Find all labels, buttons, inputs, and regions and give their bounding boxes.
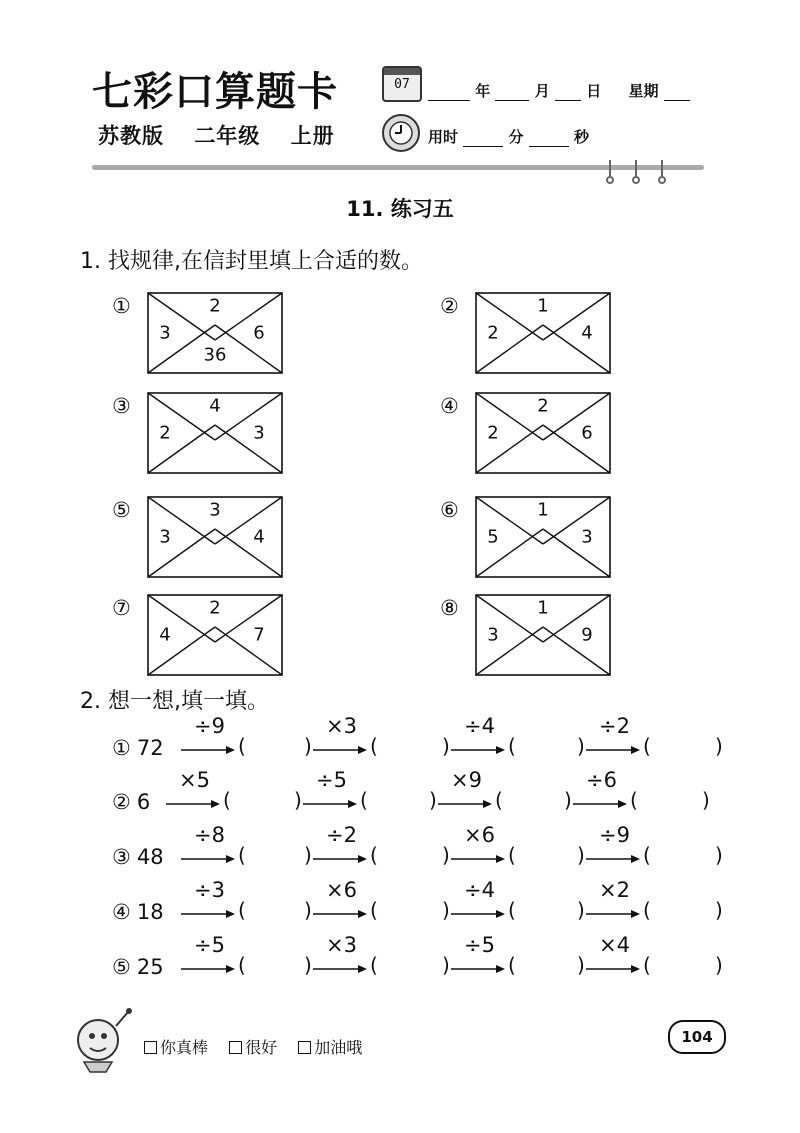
answer-open-paren: ( xyxy=(238,953,246,977)
envelope-number: ⑤ xyxy=(112,498,131,522)
envelope-left-value: 2 xyxy=(487,322,499,344)
answer-open-paren: ( xyxy=(508,898,516,922)
answer-blank[interactable] xyxy=(653,898,709,924)
arrow-icon xyxy=(585,908,641,920)
operation-label: ÷9 xyxy=(599,823,630,847)
envelope-bottom-value[interactable]: 36 xyxy=(203,344,227,366)
envelope-top-value: 2 xyxy=(209,597,221,619)
answer-close-paren: ) xyxy=(702,788,710,812)
operation-label: ×3 xyxy=(326,933,357,957)
arrow-icon xyxy=(585,744,641,756)
arrow-icon xyxy=(312,744,368,756)
checkbox-icon[interactable] xyxy=(298,1041,311,1054)
chain-start-value: 6 xyxy=(136,790,151,814)
grade: 二年级 xyxy=(194,124,261,148)
chain-row-label xyxy=(112,790,150,814)
year-label: 年 xyxy=(475,82,491,100)
envelope xyxy=(475,392,611,474)
arrow-icon xyxy=(450,963,506,975)
envelope xyxy=(147,594,283,676)
operation-label: ÷2 xyxy=(599,714,630,738)
envelope xyxy=(147,392,283,474)
minute-label: 分 xyxy=(508,128,524,146)
answer-open-paren: ( xyxy=(495,788,503,812)
chain-number: ② xyxy=(112,790,131,814)
year-blank[interactable] xyxy=(428,86,470,101)
question-1-title: 1. 找规律,在信封里填上合适的数。 xyxy=(80,249,423,274)
envelope-number: ④ xyxy=(440,394,459,418)
chain-row-label xyxy=(112,955,164,979)
operation-label: ×6 xyxy=(326,878,357,902)
clock-icon xyxy=(382,114,420,152)
option-good[interactable]: 很好 xyxy=(229,1038,277,1057)
answer-close-paren: ) xyxy=(715,953,723,977)
envelope-top-value: 2 xyxy=(537,395,549,417)
envelope xyxy=(147,292,283,374)
answer-open-paren: ( xyxy=(360,788,368,812)
envelope xyxy=(475,496,611,578)
envelope-right-value: 3 xyxy=(581,526,593,548)
envelope-top-value: 4 xyxy=(209,395,221,417)
second-blank[interactable] xyxy=(529,132,569,147)
envelope-top-value: 1 xyxy=(537,295,549,317)
envelope-top-value: 1 xyxy=(537,597,549,619)
answer-blank[interactable] xyxy=(233,788,289,814)
answer-blank[interactable] xyxy=(518,734,574,760)
question-2-title: 2. 想一想,填一填。 xyxy=(80,689,269,714)
answer-blank[interactable] xyxy=(380,843,436,869)
envelope-right-value: 4 xyxy=(253,526,265,548)
weekday-blank[interactable] xyxy=(664,86,690,101)
answer-open-paren: ( xyxy=(508,843,516,867)
arrow-icon xyxy=(450,908,506,920)
envelope xyxy=(475,292,611,374)
mascot-icon xyxy=(66,1004,136,1074)
envelope-left-value: 2 xyxy=(159,422,171,444)
arrow-icon xyxy=(180,908,236,920)
operation-label: ×9 xyxy=(451,768,482,792)
operation-label: ÷6 xyxy=(586,768,617,792)
arrow-icon xyxy=(165,798,221,810)
answer-open-paren: ( xyxy=(508,953,516,977)
operation-label: ÷5 xyxy=(316,768,347,792)
envelope-left-value: 5 xyxy=(487,526,499,548)
envelope-number: ⑦ xyxy=(112,596,131,620)
answer-close-paren: ) xyxy=(442,843,450,867)
envelope-number: ⑧ xyxy=(440,596,459,620)
arrow-icon xyxy=(180,853,236,865)
page-number: 104 xyxy=(668,1020,726,1054)
calendar-day: 07 xyxy=(394,77,410,92)
chain-number: ④ xyxy=(112,900,131,924)
checkbox-icon[interactable] xyxy=(229,1041,242,1054)
arrow-icon xyxy=(572,798,628,810)
chain-row-label xyxy=(112,900,164,924)
option-great[interactable]: 你真棒 xyxy=(144,1038,208,1057)
answer-close-paren: ) xyxy=(429,788,437,812)
envelope-number: ② xyxy=(440,294,459,318)
arrow-icon xyxy=(180,963,236,975)
envelope xyxy=(475,594,611,676)
answer-open-paren: ( xyxy=(643,843,651,867)
answer-blank[interactable] xyxy=(518,953,574,979)
chain-number: ⑤ xyxy=(112,955,131,979)
envelope xyxy=(147,496,283,578)
arrow-icon xyxy=(312,963,368,975)
envelope-left-value: 3 xyxy=(487,624,499,646)
operation-label: ÷4 xyxy=(464,878,495,902)
month-blank[interactable] xyxy=(495,86,529,101)
envelope-left-value: 3 xyxy=(159,526,171,548)
chain-number: ① xyxy=(112,736,131,760)
operation-label: ÷8 xyxy=(194,823,225,847)
answer-close-paren: ) xyxy=(304,953,312,977)
second-label: 秒 xyxy=(573,128,589,146)
chain-row-label xyxy=(112,845,164,869)
time-label: 用时 xyxy=(428,128,459,146)
envelope-left-value: 4 xyxy=(159,624,171,646)
envelope-right-value: 7 xyxy=(253,624,265,646)
arrow-icon xyxy=(312,853,368,865)
arrow-icon xyxy=(180,744,236,756)
answer-blank[interactable] xyxy=(380,734,436,760)
operation-label: ×2 xyxy=(599,878,630,902)
operation-label: ÷2 xyxy=(326,823,357,847)
operation-label: ÷4 xyxy=(464,714,495,738)
brand-title: 七彩口算题卡 xyxy=(92,69,338,115)
answer-blank[interactable] xyxy=(653,734,709,760)
answer-open-paren: ( xyxy=(370,734,378,758)
weekday-label: 星期 xyxy=(628,82,659,100)
answer-open-paren: ( xyxy=(238,734,246,758)
operation-label: ×3 xyxy=(326,714,357,738)
envelope-right-value: 3 xyxy=(253,422,265,444)
answer-blank[interactable] xyxy=(518,843,574,869)
answer-close-paren: ) xyxy=(715,843,723,867)
operation-label: ×5 xyxy=(179,768,210,792)
answer-close-paren: ) xyxy=(577,843,585,867)
answer-open-paren: ( xyxy=(223,788,231,812)
chain-row-label xyxy=(112,736,164,760)
answer-close-paren: ) xyxy=(304,898,312,922)
self-evaluation xyxy=(144,1035,362,1058)
answer-close-paren: ) xyxy=(715,898,723,922)
option-keep-going[interactable]: 加油哦 xyxy=(298,1038,362,1057)
checkbox-icon[interactable] xyxy=(144,1041,157,1054)
envelope-top-value: 2 xyxy=(209,295,221,317)
answer-open-paren: ( xyxy=(238,898,246,922)
envelope-right-value: 4 xyxy=(581,322,593,344)
answer-close-paren: ) xyxy=(442,734,450,758)
arrow-icon xyxy=(585,963,641,975)
answer-blank[interactable] xyxy=(653,843,709,869)
arrow-icon xyxy=(437,798,493,810)
answer-open-paren: ( xyxy=(370,898,378,922)
answer-blank[interactable] xyxy=(380,898,436,924)
operation-label: ÷3 xyxy=(194,878,225,902)
answer-close-paren: ) xyxy=(442,953,450,977)
divider-pins xyxy=(600,158,670,184)
volume: 上册 xyxy=(290,124,335,148)
answer-blank[interactable] xyxy=(370,788,426,814)
answer-close-paren: ) xyxy=(294,788,302,812)
answer-close-paren: ) xyxy=(442,898,450,922)
arrow-icon xyxy=(302,798,358,810)
envelope-number: ③ xyxy=(112,394,131,418)
answer-open-paren: ( xyxy=(370,843,378,867)
answer-close-paren: ) xyxy=(564,788,572,812)
answer-close-paren: ) xyxy=(577,953,585,977)
chain-start-value: 18 xyxy=(136,900,164,924)
answer-open-paren: ( xyxy=(643,898,651,922)
envelope-number: ① xyxy=(112,294,131,318)
answer-blank[interactable] xyxy=(380,953,436,979)
operation-label: ×4 xyxy=(599,933,630,957)
answer-open-paren: ( xyxy=(508,734,516,758)
envelope-top-value: 3 xyxy=(209,499,221,521)
operation-label: ×6 xyxy=(464,823,495,847)
date-line xyxy=(428,80,690,101)
answer-blank[interactable] xyxy=(248,898,304,924)
calendar-icon xyxy=(382,66,422,102)
day-blank[interactable] xyxy=(555,86,581,101)
answer-blank[interactable] xyxy=(518,898,574,924)
arrow-icon xyxy=(585,853,641,865)
edition: 苏教版 xyxy=(98,124,164,148)
chain-start-value: 25 xyxy=(136,955,164,979)
chain-start-value: 72 xyxy=(136,736,164,760)
month-label: 月 xyxy=(534,82,550,100)
envelope-left-value: 2 xyxy=(487,422,499,444)
envelope-right-value: 9 xyxy=(581,624,593,646)
arrow-icon xyxy=(450,744,506,756)
answer-blank[interactable] xyxy=(505,788,561,814)
answer-open-paren: ( xyxy=(630,788,638,812)
minute-blank[interactable] xyxy=(463,132,503,147)
operation-label: ÷5 xyxy=(464,933,495,957)
time-line xyxy=(428,126,589,147)
answer-open-paren: ( xyxy=(370,953,378,977)
envelope-left-value: 3 xyxy=(159,322,171,344)
answer-blank[interactable] xyxy=(248,843,304,869)
answer-close-paren: ) xyxy=(304,843,312,867)
arrow-icon xyxy=(312,908,368,920)
answer-blank[interactable] xyxy=(640,788,696,814)
answer-close-paren: ) xyxy=(577,898,585,922)
answer-close-paren: ) xyxy=(715,734,723,758)
chain-number: ③ xyxy=(112,845,131,869)
answer-blank[interactable] xyxy=(653,953,709,979)
day-label: 日 xyxy=(586,82,602,100)
chain-start-value: 48 xyxy=(136,845,164,869)
envelope-right-value: 6 xyxy=(253,322,265,344)
answer-close-paren: ) xyxy=(304,734,312,758)
envelope-top-value: 1 xyxy=(537,499,549,521)
answer-blank[interactable] xyxy=(248,734,304,760)
envelope-number: ⑥ xyxy=(440,498,459,522)
answer-open-paren: ( xyxy=(643,953,651,977)
answer-open-paren: ( xyxy=(238,843,246,867)
envelope-right-value: 6 xyxy=(581,422,593,444)
answer-open-paren: ( xyxy=(643,734,651,758)
answer-close-paren: ) xyxy=(577,734,585,758)
operation-label: ÷9 xyxy=(194,714,225,738)
section-title: 11. 练习五 xyxy=(346,197,454,221)
answer-blank[interactable] xyxy=(248,953,304,979)
arrow-icon xyxy=(450,853,506,865)
edition-line xyxy=(98,120,357,150)
operation-label: ÷5 xyxy=(194,933,225,957)
